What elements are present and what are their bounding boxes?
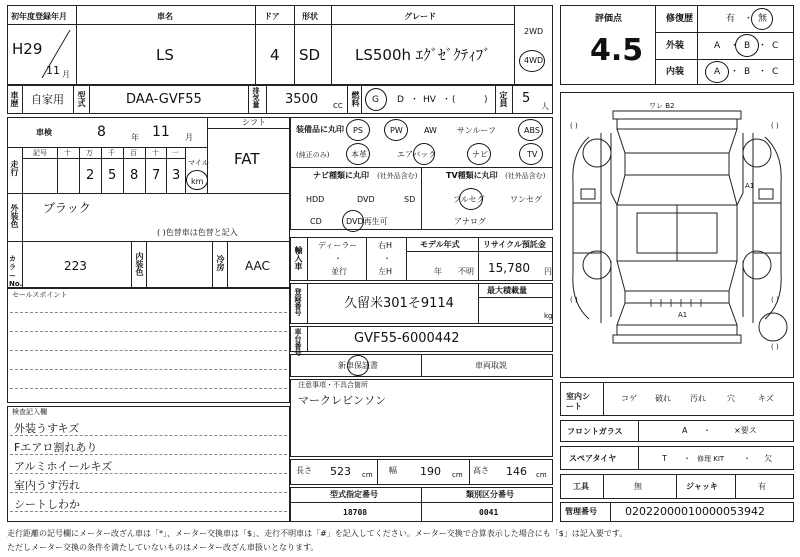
leather-circle-mark [346,143,370,165]
repair-none-circle-mark [751,8,773,30]
color-number: 223 [64,259,87,273]
inspection-year: 8 [97,124,106,140]
reg-year-label: 初年度登録年月 [11,12,67,21]
airbag-circle-mark [413,143,435,165]
car-damage-diagram [561,93,793,377]
footer-note: 走行距離の記号欄にメーター改ざん車は「*」、メーター交換車は「$」、走行不明車は「#」を記入してください。メーター交換で合算表示した場合にも「$」は記入要です。 [7,529,628,538]
notes-value: マークレビンソン [298,394,386,407]
evaluation-label: 評価点 [595,14,623,24]
type-designation-number: 18708 [343,508,368,517]
4wd-circle-mark [519,50,545,72]
mileage-digit: 2 [86,168,95,183]
pw-circle-mark [384,119,408,141]
class-number: 0041 [479,508,499,517]
damage-tag-front: A1 [745,182,755,190]
width: 190 [420,465,441,478]
fullseg-circle-mark [459,188,483,210]
exterior-b-circle-mark [735,34,759,57]
inspector-note: Fエアロ割れあり [14,441,98,454]
jack-value: 有 [758,482,766,491]
body-shape: SD [299,46,321,64]
inspector-note: 室内うす汚れ [14,479,80,492]
grade: LS500h ｴｸﾞｾﾞｸﾃｨﾌﾞ [355,46,491,64]
management-number: 02022000010000053942 [625,505,765,518]
mileage-digit: 3 [172,168,181,183]
mileage-digit: 7 [152,168,161,183]
exterior-color: ブラック [43,201,91,215]
recycle-fee: 15,780 [488,261,530,275]
capacity: 5 [522,91,531,106]
registration-number: 久留米301そ9114 [344,296,454,311]
tools-value: 無 [634,482,642,491]
usage: 自家用 [31,93,64,106]
car-name: LS [156,46,174,64]
chassis-number: GVF55-6000442 [354,331,460,346]
length: 523 [330,465,351,478]
header-row [7,5,553,85]
displacement: 3500 [285,92,319,107]
inspector-note: 外装うすキズ [14,422,80,435]
mileage-digit: 8 [130,168,139,183]
fuel-g-circle-mark [365,88,387,111]
door-count: 4 [270,46,280,64]
reg-month: 11 [46,64,60,77]
height: 146 [506,465,527,478]
ac-value: AAC [245,259,270,273]
name-label: 車名 [157,12,173,21]
warranty-circle-mark [347,355,369,376]
model-year-value: 不明 [458,267,474,276]
tv-circle-mark [519,143,543,165]
interior-a-circle-mark [705,61,729,83]
notes-box [290,379,553,457]
inspection-month: 11 [152,124,170,140]
navi-circle-mark [467,143,491,165]
model-code: DAA-GVF55 [126,92,202,107]
sales-point-box [7,288,290,403]
evaluation-score: 4.5 [590,33,644,68]
mileage-digit: 5 [108,168,117,183]
km-circle-mark [186,170,208,190]
inspector-note: シートしわか [14,498,80,511]
shift-value: FAT [234,150,260,168]
damage-tag-rear: A1 [678,311,688,319]
footer-note: ただしメーター交換の条件を満たしていないものはメーター改ざん車扱いとなります。 [7,543,319,552]
damage-tag-top: ワレ B2 [649,102,675,110]
inspector-note: アルミホイールキズ [14,460,113,473]
ps-circle-mark [346,119,370,141]
abs-circle-mark [518,119,543,141]
dvd-play-circle-mark [342,210,364,232]
reg-year: H29 [12,40,43,58]
